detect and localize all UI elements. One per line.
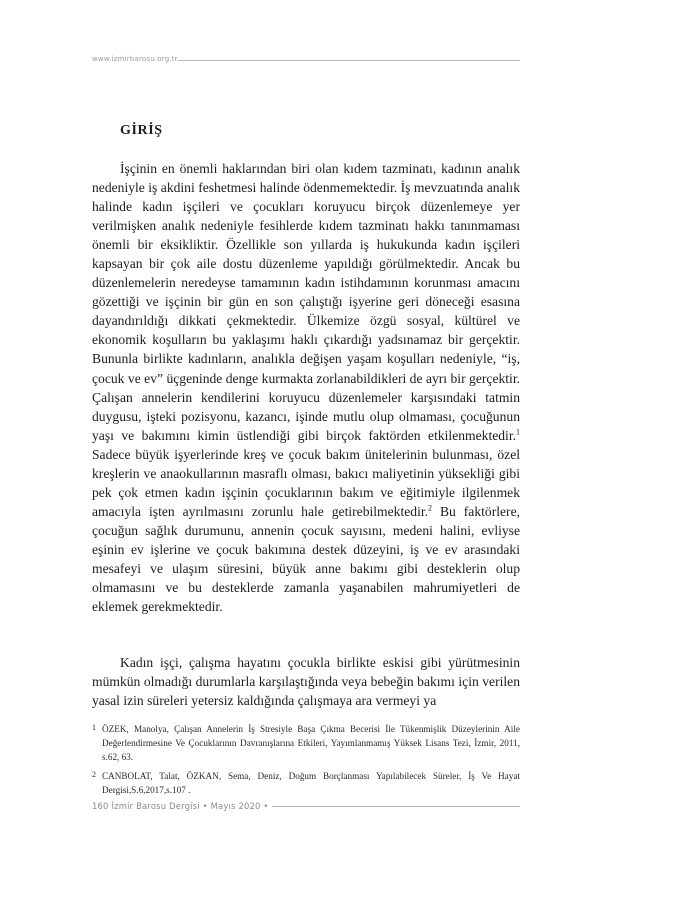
paragraph-1-part-c: Bu faktörlere, çocuğun sağlık durumunu, annenin çocuk sayısını, medeni halini, evliyse eşinin ev işlerine ve çocuk bakımına destek düzeyini, iş ve ev arasındaki mesafeyi ve ulaşım süresini, büyük anne bakımı gibi desteklerin olup olmamasını ve bu desteklerde zamanla yaşanabilen mahrumiyetleri de eklemek gerekmektedir. — [92, 503, 521, 615]
page-footer: 160 İzmir Barosu Dergisi • Mayıs 2020 • — [92, 801, 269, 811]
footnote-1 — [92, 722, 520, 765]
body-paragraph-2: Kadın işçi, çalışma hayatını çocukla birlikte eskisi gibi yürütmesinin mümkün olmadığı durumlarla karşılaştığında veya bebeğin bakımı için verilen yasal izin süreleri yetersiz kaldığında çalışmaya ara vermeyi ya — [92, 655, 520, 709]
footnote-ref-2: 2 — [428, 503, 433, 513]
paragraph-1-part-a: İşçinin en önemli haklarından biri olan kıdem tazminatı, kadının analık nedeniyle iş akdini feshetmesi halinde ödenmemektedir. İş mevzuatında analık halinde kadın işçileri ve çocukları koruyucu birçok düzenlemeye yer verilmişken analık nedeniyle fesihlerde kıdem tazminatı hakkı tanınmaması önemli bir eksikliktir. Özellikle son yıllarda iş hukukunda kadın işçileri kapsayan bir çok aile dostu düzenleme yapıldığı görülmektedir. Ancak bu düzenlemelerin neredeyse tamamının kadın istihdamının korunması amacını gözettiği ve işçinin bir gün en son çalıştığı işyerine geri döneceği esasına dayandırıldığı dikkati çekmektedir. Ülkemize özgü sosyal, kültürel ve ekonomik koşulların bu yaklaşımı haklı çıkardığı yadsınamaz bir gerçektir. Bununla birlikte kadınların, analıkla değişen yaşam koşulları nedeniyle, “iş, çocuk ve ev” üçgeninde denge kurmakta zorlanabildikleri de ayrı bir gerçektir. Çalışan annelerin kendilerini koruyucu düzenlemeler karşısındaki tatmin duygusu, işteki pozisyonu, kazancı, işinde mutlu olup olmaması, çocuğunun yaşı ve bakımını kimin üstlendiği gibi birçok faktörden etkilenmektedir. — [92, 161, 520, 443]
footnotes — [92, 722, 520, 801]
header-divider — [178, 60, 520, 61]
footnote-number: 2 — [92, 769, 96, 779]
section-title: GİRİŞ — [120, 123, 163, 138]
footer-divider — [272, 806, 520, 807]
footnote-ref-1: 1 — [516, 427, 520, 437]
footnote-number: 1 — [92, 723, 96, 732]
footnote-text: CANBOLAT, Talat, ÖZKAN, Sema, Deniz, Doğum Borçlanması Yapılabilecek Süreler, İş Ve Hayat Dergisi,S.6,2017,s.107 . — [102, 770, 520, 795]
body-paragraph-1 — [92, 159, 520, 616]
footnote-text: ÖZEK, Manolya, Çalışan Annelerin İş Stresiyle Başa Çıkma Becerisi İle Tükenmişlik Düzeylerinin Aile Değerlendirmesine Ve Çocuklarının Davranışlarına Etkileri, Yayımlanmamış Yüksek Lisans Tezi, İzmir, 2011, s.62, 63. — [102, 724, 520, 763]
header-url: www.izmirbarosu.org.tr — [92, 55, 178, 63]
footnote-2 — [92, 769, 520, 797]
paragraph-1-part-b: Sadece büyük işyerlerinde kreş ve çocuk bakım ünitelerinin bulunması, özel kreşlerin ve anaokullarının masraflı olması, bakıcı maliyetinin yüksekliği gibi pek çok etmen kadın işçinin çocuklarının bakım ve eğitimiyle ilgilenmek amacıyla işten ayrılmasını zorunlu hale getirebilmektedir. — [92, 446, 520, 519]
